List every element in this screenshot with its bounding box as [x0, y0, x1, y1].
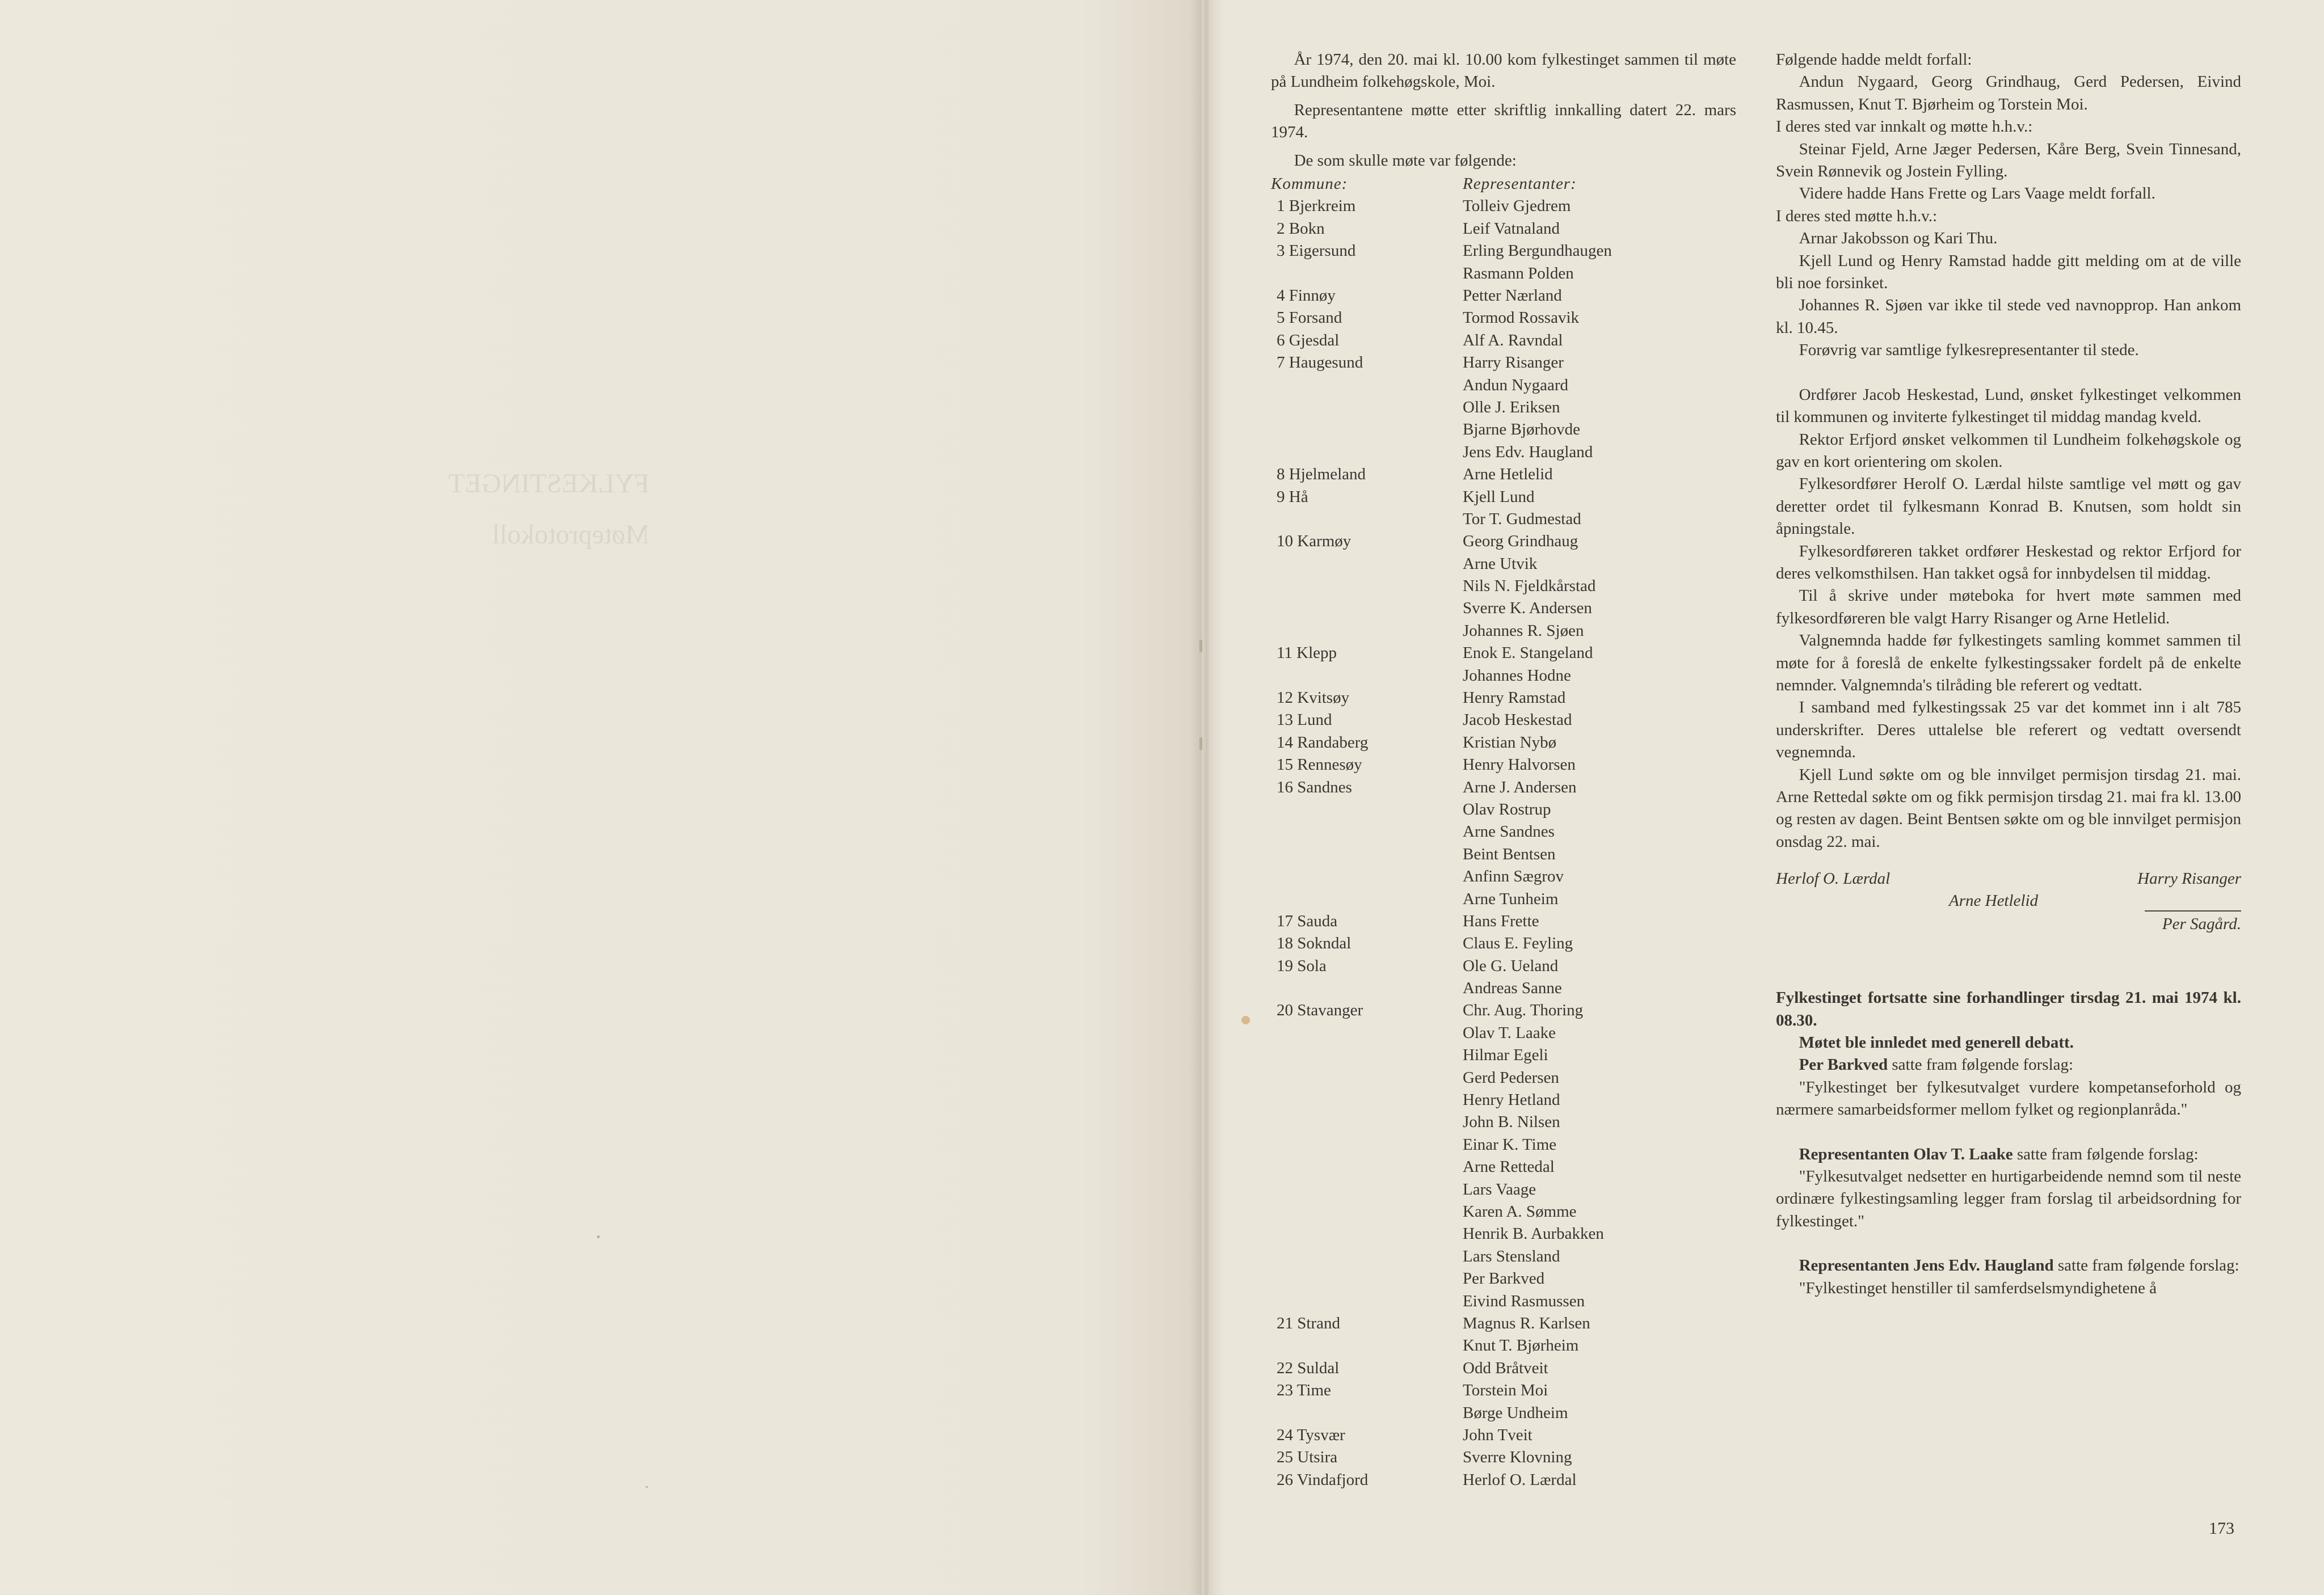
- member-row: [1271, 1067, 1736, 1089]
- member-kommune: [1271, 1290, 1463, 1313]
- member-row: [1271, 1469, 1736, 1491]
- rector-paragraph: Rektor Erfjord ønsket velkommen til Lundheim folkehøgskole og gav en kort orientering om skolen.: [1776, 430, 2241, 471]
- left-column: [1271, 49, 1736, 1491]
- member-row: [1271, 999, 1736, 1022]
- member-kommune: 23 Time: [1277, 1381, 1331, 1400]
- member-kommune: [1271, 843, 1463, 866]
- member-row: [1271, 888, 1736, 910]
- member-representative: Bjarne Bjørhovde: [1463, 420, 1580, 439]
- member-row: [1271, 330, 1736, 352]
- member-kommune: [1271, 1402, 1463, 1424]
- member-kommune: [1271, 1335, 1463, 1357]
- member-kommune: 20 Stavanger: [1277, 1001, 1363, 1020]
- debate-opened: [1776, 1032, 2241, 1054]
- member-kommune: [1271, 888, 1463, 910]
- member-row: [1271, 263, 1736, 285]
- member-row: [1271, 1379, 1736, 1402]
- member-representative: Ole G. Ueland: [1463, 956, 1559, 975]
- member-kommune: 6 Gjesdal: [1277, 331, 1340, 349]
- member-row: [1271, 1201, 1736, 1223]
- member-row: [1271, 1402, 1736, 1424]
- member-representative: Sverre K. Andersen: [1463, 599, 1592, 618]
- member-kommune: 2 Bokn: [1277, 219, 1325, 238]
- member-kommune: [1271, 866, 1463, 888]
- member-kommune: 15 Rennesøy: [1277, 756, 1362, 774]
- member-representative: Odd Bråtveit: [1463, 1358, 1548, 1377]
- member-row: [1271, 374, 1736, 396]
- member-row: [1271, 665, 1736, 687]
- member-row: [1271, 1313, 1736, 1335]
- member-kommune: [1271, 1134, 1463, 1156]
- member-representative: Lars Stensland: [1463, 1247, 1560, 1265]
- member-kommune: 19 Sola: [1277, 956, 1327, 975]
- member-representative: Olav T. Laake: [1463, 1023, 1556, 1042]
- member-row: [1271, 530, 1736, 552]
- member-row: [1271, 955, 1736, 977]
- proposal-laake-text: "Fylkesutvalget nedsetter en hurtigarbeidende nemnd som til neste ordinære fylkestingsamling legger fram forslag til arbeidsordning for fylkestinget.": [1776, 1167, 2241, 1230]
- ghost-line-2: Møteprotokoll: [492, 520, 650, 550]
- substitute-members: Steinar Fjeld, Arne Jæger Pedersen, Kåre Berg, Svein Tinnesand, Svein Rønnevik og Jostein Fylling.: [1776, 140, 2241, 181]
- member-kommune: 11 Klepp: [1277, 644, 1337, 663]
- member-row: [1271, 285, 1736, 307]
- member-row: [1271, 687, 1736, 709]
- member-kommune: [1271, 1156, 1463, 1178]
- member-representative: Anfinn Sægrov: [1463, 867, 1564, 886]
- member-representative: Leif Vatnaland: [1463, 219, 1560, 238]
- member-row: [1271, 508, 1736, 530]
- member-row: [1271, 799, 1736, 821]
- member-kommune: [1271, 1268, 1463, 1290]
- absent-members: Andun Nygaard, Georg Grindhaug, Gerd Pedersen, Eivind Rasmussen, Knut T. Bjørheim og Torstein Moi.: [1776, 73, 2241, 113]
- member-row: [1271, 352, 1736, 374]
- member-representative: Magnus R. Karlsen: [1463, 1314, 1590, 1332]
- member-representative: Claus E. Feyling: [1463, 934, 1573, 953]
- member-representative: Hilmar Egeli: [1463, 1046, 1548, 1065]
- member-row: [1271, 709, 1736, 731]
- member-row: [1271, 843, 1736, 866]
- member-representative: Kjell Lund: [1463, 487, 1535, 506]
- member-representative: Andun Nygaard: [1463, 375, 1569, 394]
- member-row: [1271, 754, 1736, 776]
- member-kommune: 1 Bjerkreim: [1277, 197, 1356, 216]
- member-representative: Harry Risanger: [1463, 353, 1564, 372]
- member-kommune: [1271, 419, 1463, 441]
- member-row: [1271, 1246, 1736, 1268]
- member-kommune: 5 Forsand: [1277, 309, 1342, 327]
- attendees-intro: De som skulle møte var følgende:: [1294, 151, 1517, 170]
- member-kommune: 8 Hjelmeland: [1277, 465, 1366, 484]
- member-kommune: [1271, 1067, 1463, 1089]
- member-row: [1271, 1357, 1736, 1379]
- member-row: [1271, 1446, 1736, 1469]
- member-kommune: [1271, 597, 1463, 619]
- member-row: [1271, 597, 1736, 619]
- member-kommune: [1271, 1179, 1463, 1201]
- member-kommune: 25 Utsira: [1277, 1448, 1338, 1467]
- substitutes-heading: I deres sted var innkalt og møtte h.h.v.:: [1776, 117, 2033, 136]
- opening-paragraph: Fylkesordfører Herolf O. Lærdal hilste samtlige vel møtt og gav deretter ordet til fylkesmann Konrad B. Knutsen, som holdt sin åpningstale.: [1776, 475, 2241, 538]
- member-representative: Kristian Nybø: [1463, 733, 1557, 752]
- member-row: [1271, 1424, 1736, 1446]
- member-representative: Petter Nærland: [1463, 286, 1562, 305]
- session-continued-text: Fylkestinget fortsatte sine forhandlinger tirsdag 21. mai 1974 kl. 08.30.: [1776, 989, 2241, 1029]
- member-kommune: [1271, 665, 1463, 687]
- member-representative: Børge Undheim: [1463, 1403, 1568, 1422]
- election-committee-paragraph: Valgnemnda hadde før fylkestingets samling kommet sammen til møte for å foreslå de enkelte fylkestingssaker fordelt på de enkelte nemnder. Valgnemnda's tilråding ble referert og vedtatt.: [1776, 631, 2241, 694]
- member-representative: Tolleiv Gjedrem: [1463, 197, 1571, 216]
- proposal-haugland: [1776, 1255, 2241, 1277]
- substitute-members-2: Arnar Jakobsson og Kari Thu.: [1799, 229, 1998, 248]
- member-kommune: 9 Hå: [1277, 487, 1308, 506]
- member-representative: Chr. Aug. Thoring: [1463, 1001, 1584, 1020]
- thanks-paragraph: Fylkesordføreren takket ordfører Heskestad og rektor Erfjord for deres velkomsthilsen. Han takket også for innbydelsen til middag.: [1776, 542, 2241, 583]
- member-representative: Nils N. Fjeldkårstad: [1463, 577, 1596, 596]
- member-row: [1271, 1111, 1736, 1133]
- member-representative: Tor T. Gudmestad: [1463, 509, 1581, 528]
- member-kommune: [1271, 620, 1463, 642]
- intro-paragraph: År 1974, den 20. mai kl. 10.00 kom fylkestinget sammen til møte på Lundheim folkehøgskole, Moi.: [1271, 50, 1736, 91]
- margin-mark: [1241, 1016, 1250, 1024]
- member-representative: Alf A. Ravndal: [1463, 331, 1563, 349]
- member-representative: Sverre Klovning: [1463, 1448, 1572, 1467]
- member-row: [1271, 463, 1736, 486]
- member-row: [1271, 1335, 1736, 1357]
- member-representative: Rasmann Polden: [1463, 264, 1574, 282]
- member-kommune: [1271, 396, 1463, 419]
- signature-sagard: Per Sagård.: [2162, 915, 2241, 934]
- member-row: [1271, 977, 1736, 999]
- member-kommune: [1271, 263, 1463, 285]
- signature-hetlelid: Arne Hetlelid: [1949, 892, 2039, 910]
- proposal-barkved-rest: satte fram følgende forslag:: [1888, 1056, 2074, 1074]
- paper-speck: [597, 1235, 600, 1238]
- member-representative: Herlof O. Lærdal: [1463, 1470, 1577, 1489]
- page-number: 173: [2209, 1519, 2234, 1538]
- member-kommune: [1271, 1201, 1463, 1223]
- member-kommune: 22 Suldal: [1277, 1358, 1340, 1377]
- member-kommune: 21 Strand: [1277, 1314, 1340, 1332]
- attendance-note: Forøvrig var samtlige fylkesrepresentanter til stede.: [1799, 341, 2139, 360]
- member-row: [1271, 642, 1736, 664]
- header-kommune: Kommune:: [1271, 175, 1348, 193]
- member-row: [1271, 240, 1736, 262]
- member-kommune: 3 Eigersund: [1277, 242, 1356, 260]
- member-row: [1271, 575, 1736, 597]
- member-representative: Knut T. Bjørheim: [1463, 1336, 1579, 1355]
- signature-risanger: Harry Risanger: [2137, 870, 2241, 888]
- paper-speck: [646, 1486, 648, 1488]
- member-row: [1271, 620, 1736, 642]
- proposer-haugland: Representanten Jens Edv. Haugland: [1799, 1256, 2054, 1275]
- member-representative: Arne Tunheim: [1463, 889, 1559, 908]
- member-representative: Karen A. Sømme: [1463, 1202, 1577, 1221]
- further-absence: Videre hadde Hans Frette og Lars Vaage meldt forfall.: [1799, 184, 2155, 203]
- member-row: [1271, 932, 1736, 955]
- arrival-note: Johannes R. Sjøen var ikke til stede ved navnopprop. Han ankom kl. 10.45.: [1776, 296, 2241, 337]
- proposal-barkved-text: "Fylkestinget ber fylkesutvalget vurdere kompetanseforhold og nærmere samarbeidsformer mellom fylket og regionplanråda.": [1776, 1078, 2241, 1119]
- member-kommune: [1271, 508, 1463, 530]
- show-through-text: [448, 458, 650, 560]
- staple-hole: [1199, 737, 1202, 750]
- proposal-haugland-text: "Fylkestinget henstiller til samferdselsmyndighetene å: [1799, 1278, 2157, 1297]
- leave-paragraph: Kjell Lund søkte om og ble innvilget permisjon tirsdag 21. mai. Arne Rettedal søkte om og fikk permisjon tirsdag 21. mai fra kl. 13.00 og resten av dagen. Beint Bentsen søkte om og ble innvilget permisjon onsdag 22. mai.: [1776, 765, 2241, 851]
- signature-laerdal: Herlof O. Lærdal: [1776, 870, 1891, 888]
- debate-opened-text: Møtet ble innledet med generell debatt.: [1799, 1033, 2074, 1052]
- member-kommune: [1271, 1022, 1463, 1044]
- member-kommune: 14 Randaberg: [1277, 733, 1369, 752]
- member-row: [1271, 1179, 1736, 1201]
- member-kommune: 18 Sokndal: [1277, 934, 1352, 953]
- member-representative: Jens Edv. Haugland: [1463, 442, 1593, 461]
- member-representative: Johannes R. Sjøen: [1463, 621, 1584, 640]
- member-kommune: [1271, 441, 1463, 463]
- member-kommune: 10 Karmøy: [1277, 532, 1352, 551]
- member-row: [1271, 1223, 1736, 1245]
- member-representative: Georg Grindhaug: [1463, 532, 1578, 551]
- member-representative: Per Barkved: [1463, 1269, 1545, 1288]
- member-row: [1271, 777, 1736, 799]
- proposal-laake: [1776, 1143, 2241, 1166]
- member-row: [1271, 218, 1736, 240]
- member-kommune: [1271, 977, 1463, 999]
- member-row: [1271, 1290, 1736, 1313]
- member-representative: Beint Bentsen: [1463, 845, 1556, 863]
- member-row: [1271, 441, 1736, 463]
- member-representative: Andreas Sanne: [1463, 979, 1562, 998]
- member-representative: Arne Hetlelid: [1463, 465, 1553, 484]
- member-representative: Enok E. Stangeland: [1463, 644, 1593, 663]
- member-representative: Henry Ramstad: [1463, 689, 1566, 707]
- member-representative: Johannes Hodne: [1463, 666, 1571, 685]
- signature-block: [1776, 868, 2241, 943]
- member-representative: John Tveit: [1463, 1425, 1533, 1444]
- proposal-barkved: [1776, 1054, 2241, 1076]
- member-row: [1271, 1134, 1736, 1156]
- signature-rule: [2145, 910, 2241, 912]
- members-table-header: [1271, 173, 1736, 195]
- member-row: [1271, 307, 1736, 329]
- member-representative: Einar K. Time: [1463, 1135, 1557, 1154]
- members-table: [1271, 173, 1736, 1491]
- member-row: [1271, 1089, 1736, 1111]
- proposal-laake-rest: satte fram følgende forslag:: [2013, 1145, 2199, 1163]
- header-representanter: Representanter:: [1463, 175, 1577, 193]
- member-kommune: 24 Tysvær: [1277, 1425, 1345, 1444]
- summons-paragraph: Representantene møtte etter skriftlig innkalling datert 22. mars 1974.: [1271, 100, 1736, 142]
- member-row: [1271, 396, 1736, 419]
- member-representative: Jacob Heskestad: [1463, 711, 1572, 729]
- member-row: [1271, 821, 1736, 843]
- member-kommune: 26 Vindafjord: [1277, 1470, 1369, 1489]
- member-representative: Olav Rostrup: [1463, 800, 1551, 818]
- substitutes-heading-2: I deres sted møtte h.h.v.:: [1776, 206, 1938, 225]
- member-kommune: [1271, 1246, 1463, 1268]
- member-row: [1271, 866, 1736, 888]
- session-continued: [1776, 987, 2241, 1032]
- member-row: [1271, 1268, 1736, 1290]
- member-row: [1271, 1044, 1736, 1066]
- absence-heading: Følgende hadde meldt forfall:: [1776, 50, 1972, 69]
- member-representative: Gerd Pedersen: [1463, 1068, 1559, 1087]
- member-kommune: 13 Lund: [1277, 711, 1332, 729]
- member-representative: Olle J. Eriksen: [1463, 398, 1560, 416]
- member-representative: Arne J. Andersen: [1463, 778, 1577, 796]
- member-kommune: [1271, 553, 1463, 575]
- member-kommune: [1271, 1223, 1463, 1245]
- member-kommune: [1271, 821, 1463, 843]
- member-representative: Henrik B. Aurbakken: [1463, 1225, 1604, 1243]
- member-representative: Arne Sandnes: [1463, 822, 1555, 841]
- member-kommune: 17 Sauda: [1277, 912, 1338, 930]
- member-representative: Hans Frette: [1463, 912, 1539, 930]
- member-representative: Lars Vaage: [1463, 1180, 1536, 1199]
- late-notice: Kjell Lund og Henry Ramstad hadde gitt melding om at de ville bli noe forsinket.: [1776, 251, 2241, 293]
- member-representative: Henry Hetland: [1463, 1091, 1560, 1109]
- member-row: [1271, 195, 1736, 217]
- member-row: [1271, 553, 1736, 575]
- member-kommune: [1271, 374, 1463, 396]
- member-kommune: [1271, 1044, 1463, 1066]
- member-row: [1271, 910, 1736, 932]
- staple-hole: [1199, 640, 1202, 652]
- member-representative: Erling Bergundhaugen: [1463, 242, 1612, 260]
- ghost-line-1: FYLKESTINGET: [448, 469, 650, 499]
- member-kommune: 12 Kvitsøy: [1277, 689, 1350, 707]
- member-kommune: [1271, 799, 1463, 821]
- proposer-laake: Representanten Olav T. Laake: [1799, 1145, 2013, 1163]
- proposer-barkved: Per Barkved: [1799, 1056, 1888, 1074]
- welcome-paragraph: Ordfører Jacob Heskestad, Lund, ønsket fylkestinget velkommen til kommunen og inviterte fylkestinget til middag mandag kveld.: [1776, 385, 2241, 427]
- member-representative: John B. Nilsen: [1463, 1113, 1560, 1132]
- right-column: [1776, 49, 2241, 1299]
- member-row: [1271, 419, 1736, 441]
- member-representative: Tormod Rossavik: [1463, 309, 1579, 327]
- signatories-paragraph: Til å skrive under møteboka for hvert møte sammen med fylkesordføreren ble valgt Harry Risanger og Arne Hetlelid.: [1776, 586, 2241, 627]
- member-kommune: 4 Finnøy: [1277, 286, 1336, 305]
- member-kommune: [1271, 575, 1463, 597]
- book-gutter: [1189, 0, 1223, 1595]
- member-kommune: 7 Haugesund: [1277, 353, 1363, 372]
- member-representative: Arne Rettedal: [1463, 1158, 1555, 1176]
- proposal-haugland-rest: satte fram følgende forslag:: [2053, 1256, 2239, 1275]
- member-representative: Arne Utvik: [1463, 554, 1538, 573]
- member-row: [1271, 1156, 1736, 1178]
- member-kommune: [1271, 1089, 1463, 1111]
- member-row: [1271, 732, 1736, 754]
- member-row: [1271, 1022, 1736, 1044]
- member-representative: Henry Halvorsen: [1463, 756, 1576, 774]
- member-representative: Torstein Moi: [1463, 1381, 1548, 1400]
- member-representative: Eivind Rasmussen: [1463, 1292, 1585, 1310]
- member-kommune: 16 Sandnes: [1277, 778, 1352, 796]
- signatures-paragraph: I samband med fylkestingssak 25 var det kommet inn i alt 785 underskrifter. Deres uttalelse ble referert og vedtatt oversendt vegnemnda.: [1776, 698, 2241, 762]
- member-row: [1271, 486, 1736, 508]
- member-kommune: [1271, 1111, 1463, 1133]
